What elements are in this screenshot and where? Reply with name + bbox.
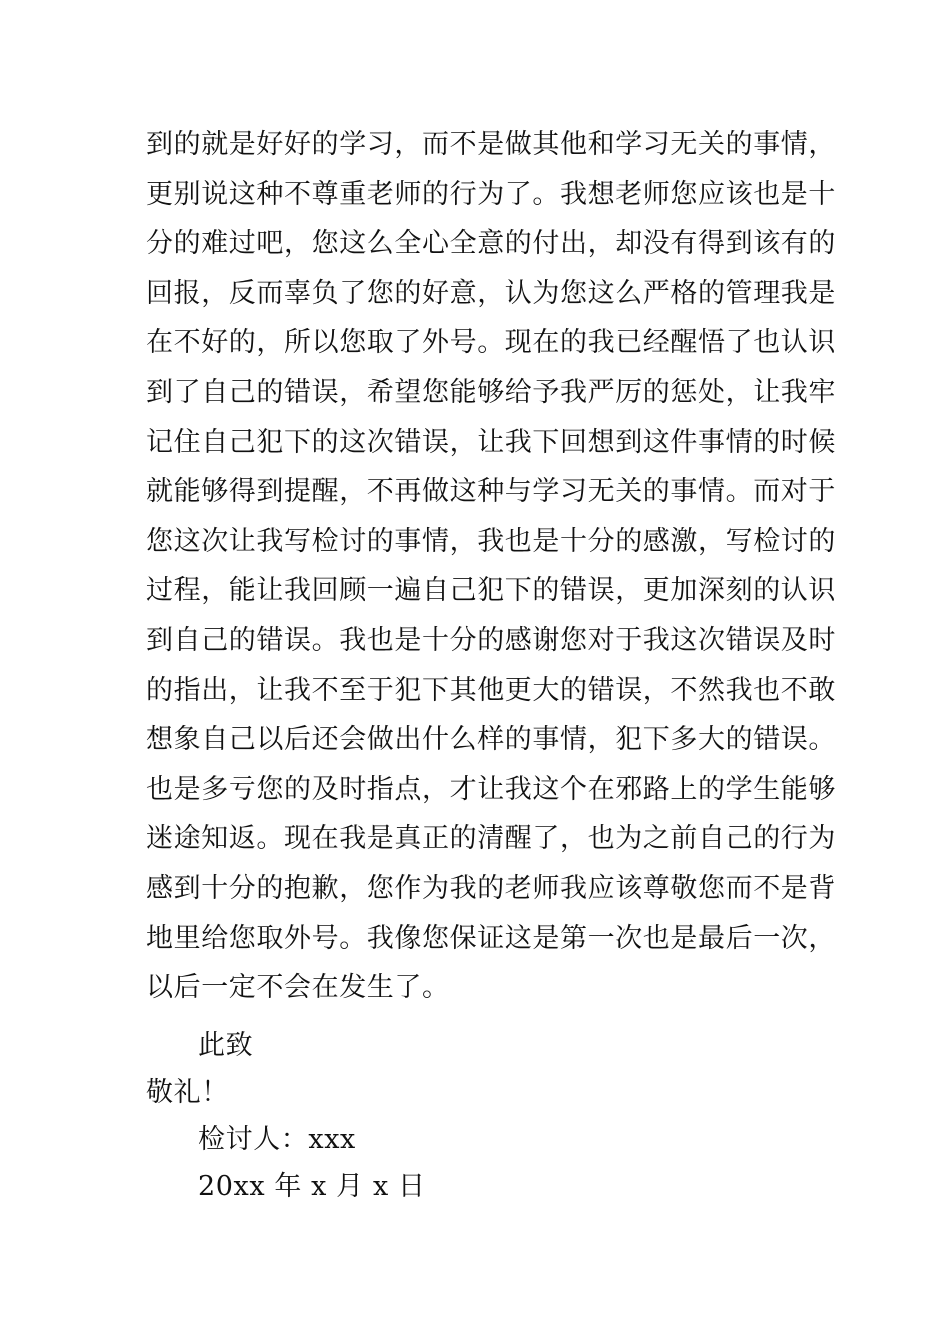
body-line: 在不好的，所以您取了外号。现在的我已经醒悟了也认识: [146, 327, 836, 359]
body-line: 到自己的错误。我也是十分的感谢您对于我这次错误及时: [146, 624, 836, 656]
body-line: 迷途知返。现在我是真正的清醒了，也为之前自己的行为: [146, 823, 836, 855]
salutation: 此致: [198, 1030, 254, 1061]
body-line: 到了自己的错误，希望您能够给予我严厉的惩处，让我牢: [146, 376, 836, 408]
letter-body: [146, 120, 836, 1013]
respect-line: 敬礼！: [146, 1077, 229, 1108]
body-line: 更别说这种不尊重老师的行为了。我想老师您应该也是十: [146, 178, 836, 210]
body-line: 想象自己以后还会做出什么样的事情，犯下多大的错误。: [146, 724, 836, 756]
signer: 检讨人：xxx: [198, 1124, 356, 1155]
body-line: 记住自己犯下的这次错误，让我下回想到这件事情的时候: [146, 426, 836, 458]
body-line: 到的就是好好的学习，而不是做其他和学习无关的事情，: [146, 129, 836, 160]
body-line: 的指出，让我不至于犯下其他更大的错误，不然我也不敢: [146, 674, 836, 706]
letter-closing: [146, 1022, 826, 1210]
body-line: 也是多亏您的及时指点，才让我这个在邪路上的学生能够: [146, 773, 836, 805]
body-line: 分的难过吧，您这么全心全意的付出，却没有得到该有的: [146, 228, 836, 260]
body-line: 以后一定不会在发生了。: [146, 972, 450, 1004]
body-line: 过程，能让我回顾一遍自己犯下的错误，更加深刻的认识: [146, 575, 836, 607]
body-line: 感到十分的抱歉，您作为我的老师我应该尊敬您而不是背: [146, 872, 836, 904]
body-line: 您这次让我写检讨的事情，我也是十分的感激，写检讨的: [146, 525, 836, 557]
body-line: 地里给您取外号。我像您保证这是第一次也是最后一次，: [146, 922, 836, 954]
body-line: 回报，反而辜负了您的好意，认为您这么严格的管理我是: [146, 277, 836, 309]
date: 20xx 年 x 月 x 日: [198, 1171, 426, 1202]
body-line: 就能够得到提醒，不再做这种与学习无关的事情。而对于: [146, 476, 836, 508]
